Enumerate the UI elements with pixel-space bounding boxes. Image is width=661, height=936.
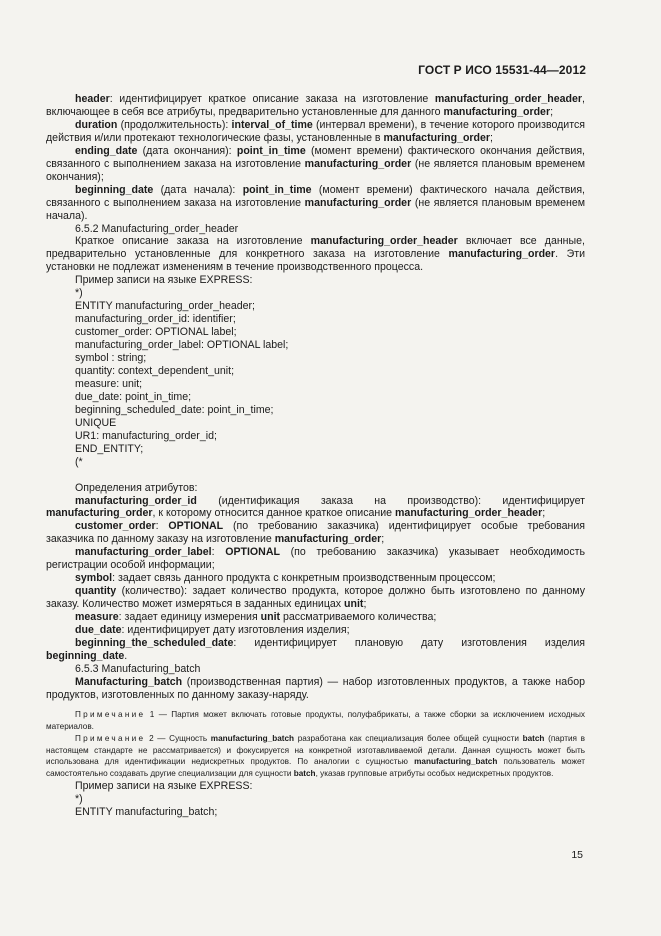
code-line: (* [75,455,83,468]
def-symbol: symbol: задает связь данного продукта с конкретным производственным процессом; [75,572,496,585]
body-text [46,93,585,819]
order-header-description: Краткое описание заказа на изготовление manufacturing_order_header включает все данные, предварительно установленные для конкретного заказа на изготовление manufacturing_order. Эти установки не подлежат изменениям в течение производственного процесса. [46,235,585,274]
def-beginning-scheduled-date-line1: beginning_the_scheduled_date: идентифицирует плановую дату изготовления изделия [75,637,585,650]
express-code-block [46,287,585,468]
attr-beginning-date-paragraph: beginning_date (дата начала): point_in_time (момент времени) фактического начала действия, связанного с выполнением заказа на изготовление manufacturing_order (не является плановым временем начала). [46,183,586,222]
code-line: quantity: context_dependent_unit; [75,365,235,378]
code-line: ENTITY manufacturing_batch; [75,806,218,819]
section-heading-6-5-2: 6.5.2 Manufacturing_order_header [75,222,239,235]
code-line: *) [75,287,83,300]
def-manufacturing-order-label: manufacturing_order_label: OPTIONAL (по требованию заказчика) указывает необходимость регистрации особой информации; [46,546,585,572]
code-line: beginning_scheduled_date: point_in_time; [75,403,274,416]
express-example-intro-2: Пример записи на языке EXPRESS: [75,780,253,793]
def-beginning-scheduled-date-line2: beginning_date. [46,649,128,662]
def-quantity: quantity (количество): задает количество продукта, которое должно быть изготовлено по данному заказу. Количество может измеряться в заданных единицах unit; [46,585,585,611]
code-line: symbol : string; [75,352,147,365]
code-line: due_date: point_in_time; [75,390,192,403]
attr-duration-paragraph: duration (продолжительность): interval_of_time (интервал времени), в течение которого производится действия и/или протекают технологические фазы, установленные в manufacturing_order; [46,118,585,144]
code-line: END_ENTITY; [75,442,144,455]
def-customer-order: customer_order: OPTIONAL (по требованию заказчика) идентифицирует особые требования заказчика по данному заказу на изготовление manufacturing_order; [46,520,586,546]
def-manufacturing-order-id-line2: manufacturing_order, к которому относится данное краткое описание manufacturing_order_header; [46,507,546,520]
code-line: UR1: manufacturing_order_id; [75,429,217,442]
note-1: Примечание 1 — Партия может включать готовые продукты, полуфабрикаты, а также сборки за исключением исходных материалов. [46,709,585,731]
def-measure: measure: задает единицу измерения unit рассматриваемого количества; [75,611,437,624]
attribute-definitions-title: Определения атрибутов: [75,481,198,494]
code-line: UNIQUE [75,416,117,429]
def-manufacturing-order-id-line1: manufacturing_order_id (идентификация заказа на производство): идентифицирует [75,494,585,507]
code-line: customer_order: OPTIONAL label; [75,326,237,339]
attr-header-paragraph: header: идентифицирует краткое описание заказа на изготовление manufacturing_order_header, включающее в себя все атрибуты, предварительно установленные для данного manufacturing_order; [46,93,585,118]
code-line: ENTITY manufacturing_order_header; [75,300,255,313]
code-line: measure: unit; [75,377,143,390]
code-line: manufacturing_order_id: identifier; [75,313,236,326]
code-line: *) [75,793,83,806]
section-heading-6-5-3: 6.5.3 Manufacturing_batch [75,662,201,675]
standard-header: ГОСТ Р ИСО 15531-44—2012 [418,63,586,77]
note-2: Примечание 2 — Сущность manufacturing_batch разработана как специализация более общей сущности batch (партия в настоящем стандарте не рассматривается) и фокусируется на конкретной изготавливаемой детали. Данная сущность может быть использована для идентификации недискретных продуктов. По аналогии с сущностью manufacturing_batch пользователь может самостоятельно создавать другие специализации для сущности batch, указав групповые атрибуты особых недискретных продуктов. [46,733,585,779]
code-line: manufacturing_order_label: OPTIONAL label; [75,339,289,352]
attr-ending-date-paragraph: ending_date (дата окончания): point_in_time (момент времени) фактического окончания действия, связанного с выполнением заказа на изготовление manufacturing_order (не является плановым временем окончания); [46,144,586,183]
express-example-intro: Пример записи на языке EXPRESS: [75,274,253,287]
manufacturing-batch-description: Manufacturing_batch (производственная партия) — набор изготовленных продуктов, а также набор продуктов, изготовленных по данному заказу-наряду. [46,675,585,701]
express-code-block-2 [46,793,585,819]
def-due-date: due_date: идентифицирует дату изготовления изделия; [75,624,350,637]
page-number: 15 [571,849,583,861]
